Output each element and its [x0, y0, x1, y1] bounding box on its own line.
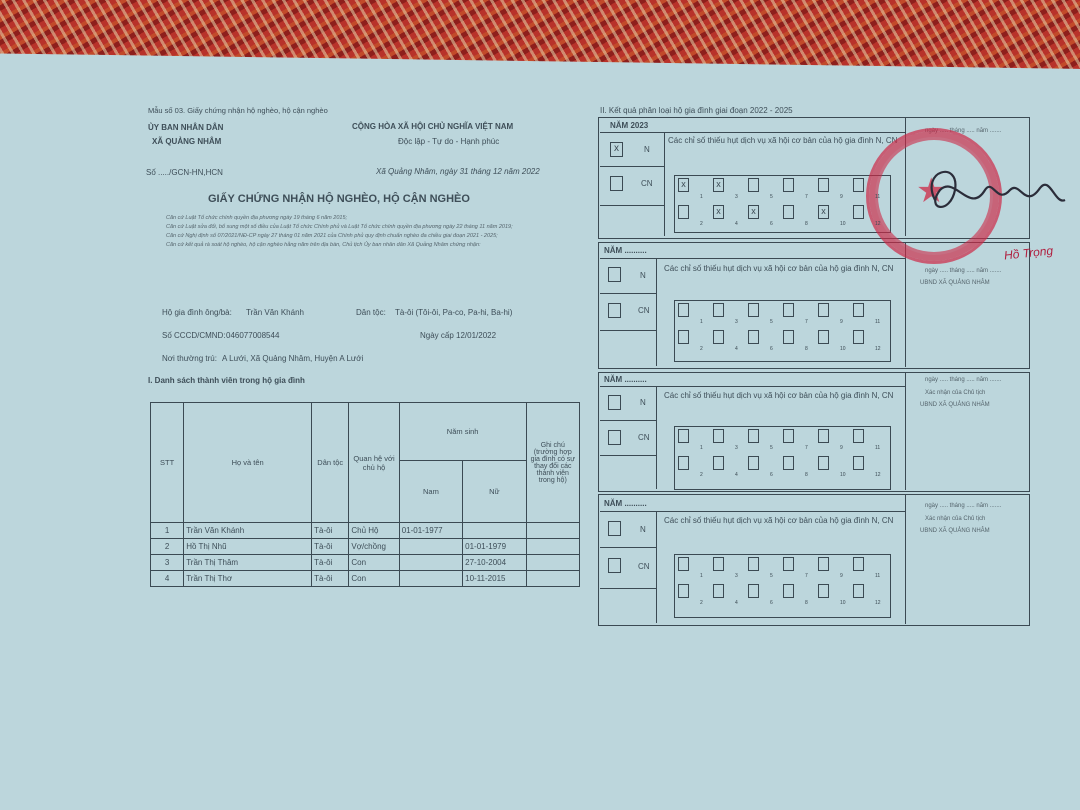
- criteria-text: Các chỉ số thiếu hụt dịch vụ xã hội cơ bản của hộ gia đình N, CN: [664, 264, 894, 273]
- criterion-number: 3: [735, 319, 738, 325]
- criterion-number: 8: [805, 600, 808, 606]
- criteria-text: Các chỉ số thiếu hụt dịch vụ xã hội cơ bản của hộ gia đình N, CN: [668, 136, 898, 145]
- col-ethnicity: Dân tộc: [312, 403, 349, 523]
- criterion-checkbox[interactable]: [678, 205, 689, 219]
- criterion-number: 9: [840, 573, 843, 579]
- criterion-number: 8: [805, 346, 808, 352]
- criterion-number: 1: [700, 319, 703, 325]
- cell-relation: Con: [349, 555, 399, 571]
- criterion-number: 5: [770, 194, 773, 200]
- residence-value: A Lưới, Xã Quảng Nhâm, Huyện A Lưới: [222, 354, 364, 363]
- label-n: N: [640, 271, 646, 280]
- confirm-title: Xác nhận của Chủ tịch: [925, 516, 986, 522]
- year-label: NĂM ..........: [604, 246, 647, 255]
- cell-male: [399, 571, 462, 587]
- cell-female: 01-01-1979: [463, 539, 526, 555]
- criterion-number: 4: [735, 600, 738, 606]
- criterion-number: 1: [700, 573, 703, 579]
- criterion-number: 9: [840, 319, 843, 325]
- certificate-title: GIẤY CHỨNG NHẬN HỘ NGHÈO, HỘ CẬN NGHÈO: [208, 193, 470, 205]
- criterion-number: 12: [875, 600, 881, 606]
- criterion-number: 11: [875, 445, 881, 451]
- table-row: [151, 539, 580, 555]
- criterion-checkbox[interactable]: [783, 557, 794, 571]
- section-classification-heading: II. Kết quả phân loại hộ gia đình giai đoạn 2022 - 2025: [600, 106, 793, 115]
- criterion-number: 9: [840, 194, 843, 200]
- label-n: N: [640, 398, 646, 407]
- signer-name: Hồ Trọng: [1003, 243, 1054, 263]
- criterion-number: 8: [805, 472, 808, 478]
- criterion-number: 8: [805, 221, 808, 227]
- household-name: Trần Văn Khánh: [246, 308, 304, 317]
- criterion-number: 4: [735, 346, 738, 352]
- criterion-checkbox[interactable]: [818, 557, 829, 571]
- country-name: CỘNG HÒA XÃ HỘI CHỦ NGHĨA VIỆT NAM: [352, 122, 514, 131]
- criterion-checkbox[interactable]: [783, 303, 794, 317]
- criterion-checkbox[interactable]: x: [678, 178, 689, 192]
- col-birth-year: Năm sinh: [399, 403, 526, 461]
- confirm-commune: UBND XÃ QUẢNG NHÂM: [920, 402, 990, 408]
- cell-name: Trần Văn Khánh: [184, 523, 312, 539]
- criterion-checkbox[interactable]: [853, 557, 864, 571]
- household-label: Hộ gia đình ông/bà:: [162, 308, 232, 317]
- cell-stt: 1: [151, 523, 184, 539]
- criterion-checkbox[interactable]: [818, 456, 829, 470]
- criterion-checkbox[interactable]: [713, 429, 724, 443]
- label-cn: CN: [638, 306, 650, 315]
- cell-stt: 3: [151, 555, 184, 571]
- basis-line: Căn cứ Luật sửa đổi, bổ sung một số điều của Luật Tổ chức Chính phủ và Luật Tổ chức chính quyền địa phương ngày 22 tháng 11 năm 2019;: [166, 224, 513, 230]
- confirm-title: UBND XÃ QUẢNG NHÂM: [920, 280, 990, 286]
- criterion-checkbox[interactable]: [678, 456, 689, 470]
- criterion-checkbox[interactable]: [678, 557, 689, 571]
- basis-line: Căn cứ Nghị định số 07/2021/NĐ-CP ngày 27 tháng 01 năm 2021 của Chính phủ quy định chuẩn nghèo đa chiều giai đoạn 2021 - 2025;: [166, 233, 498, 239]
- checkbox-cn-year3[interactable]: [608, 430, 621, 445]
- criterion-number: 4: [735, 221, 738, 227]
- criteria-text: Các chỉ số thiếu hụt dịch vụ xã hội cơ bản của hộ gia đình N, CN: [664, 391, 894, 400]
- criterion-number: 7: [805, 194, 808, 200]
- criterion-number: 7: [805, 573, 808, 579]
- criterion-checkbox[interactable]: [818, 178, 829, 192]
- criterion-number: 11: [875, 319, 881, 325]
- criterion-number: 3: [735, 573, 738, 579]
- criterion-number: 11: [875, 573, 881, 579]
- cell-ethnicity: Tà-ôi: [312, 523, 349, 539]
- criterion-checkbox[interactable]: [783, 205, 794, 219]
- year-label: NĂM 2023: [610, 121, 649, 130]
- criterion-number: 2: [700, 600, 703, 606]
- criterion-number: 3: [735, 445, 738, 451]
- id-label: Số CCCD/CMND:: [162, 331, 226, 340]
- criterion-checkbox[interactable]: [748, 557, 759, 571]
- criterion-number: 12: [875, 346, 881, 352]
- cell-ethnicity: Tà-ôi: [312, 555, 349, 571]
- cell-note: [526, 539, 579, 555]
- criterion-number: 12: [875, 221, 881, 227]
- cell-relation: Chủ Hộ: [349, 523, 399, 539]
- criterion-checkbox[interactable]: x: [818, 205, 829, 219]
- criteria-text: Các chỉ số thiếu hụt dịch vụ xã hội cơ bản của hộ gia đình N, CN: [664, 516, 894, 525]
- criterion-checkbox[interactable]: [713, 303, 724, 317]
- cell-male: [399, 555, 462, 571]
- issue-label: Ngày cấp: [420, 331, 454, 340]
- label-cn: CN: [638, 433, 650, 442]
- criterion-number: 11: [875, 194, 881, 200]
- criterion-number: 12: [875, 472, 881, 478]
- org-name: ỦY BAN NHÂN DÂN: [148, 123, 224, 132]
- criterion-number: 6: [770, 346, 773, 352]
- table-row: [151, 555, 580, 571]
- criterion-checkbox[interactable]: [713, 584, 724, 598]
- cell-note: [526, 555, 579, 571]
- year-label: NĂM ..........: [604, 375, 647, 384]
- criterion-checkbox[interactable]: x: [713, 178, 724, 192]
- criterion-checkbox[interactable]: [853, 330, 864, 344]
- doc-date: Xã Quảng Nhâm, ngày 31 tháng 12 năm 2022: [376, 167, 540, 176]
- checkbox-n-2023[interactable]: x: [610, 142, 623, 157]
- ethnicity-label: Dân tộc:: [356, 308, 386, 317]
- sign-date: ngày ..... tháng ..... năm .......: [925, 503, 1002, 509]
- criterion-number: 6: [770, 600, 773, 606]
- criterion-number: 5: [770, 573, 773, 579]
- criterion-number: 10: [840, 600, 846, 606]
- criterion-checkbox[interactable]: [853, 178, 864, 192]
- doc-number: Số ...../GCN-HN,HCN: [146, 168, 223, 177]
- checkbox-cn-year4[interactable]: [608, 558, 621, 573]
- basis-line: Căn cứ kết quả rà soát hộ nghèo, hộ cận nghèo hằng năm trên địa bàn, Chủ tịch Ủy ban nhân dân Xã Quảng Nhâm chứng nhận:: [166, 242, 481, 248]
- criterion-checkbox[interactable]: [678, 429, 689, 443]
- criterion-checkbox[interactable]: [853, 303, 864, 317]
- cell-female: [463, 523, 526, 539]
- criterion-checkbox[interactable]: [818, 584, 829, 598]
- criterion-checkbox[interactable]: [713, 557, 724, 571]
- criterion-number: 9: [840, 445, 843, 451]
- criterion-checkbox[interactable]: [783, 584, 794, 598]
- id-value: 046077008544: [226, 331, 280, 340]
- member-table: [150, 402, 580, 587]
- criterion-checkbox[interactable]: [818, 303, 829, 317]
- criterion-number: 6: [770, 221, 773, 227]
- criterion-checkbox[interactable]: [713, 456, 724, 470]
- criterion-checkbox[interactable]: [853, 456, 864, 470]
- criterion-checkbox[interactable]: [818, 330, 829, 344]
- residence-label: Nơi thường trú:: [162, 354, 217, 363]
- col-male: Nam: [399, 461, 462, 523]
- criterion-checkbox[interactable]: x: [713, 205, 724, 219]
- criterion-checkbox[interactable]: [748, 456, 759, 470]
- checkbox-cn-year2[interactable]: [608, 303, 621, 318]
- criterion-number: 7: [805, 445, 808, 451]
- criterion-number: 1: [700, 445, 703, 451]
- ethnicity-value: Tà-ôi (Tôi-ôi, Pa-co, Pa-hi, Ba-hi): [395, 308, 513, 317]
- criterion-number: 7: [805, 319, 808, 325]
- cell-male: [399, 539, 462, 555]
- cell-stt: 2: [151, 539, 184, 555]
- criterion-number: 5: [770, 319, 773, 325]
- criterion-number: 10: [840, 472, 846, 478]
- criterion-checkbox[interactable]: [783, 330, 794, 344]
- col-female: Nữ: [463, 461, 526, 523]
- cell-female: 10-11-2015: [463, 571, 526, 587]
- criterion-checkbox[interactable]: [818, 429, 829, 443]
- cell-male: 01-01-1977: [399, 523, 462, 539]
- section-members-heading: I. Danh sách thành viên trong hộ gia đình: [148, 376, 305, 385]
- sign-date: ngày ..... tháng ..... năm .......: [925, 377, 1002, 383]
- motto: Độc lập - Tự do - Hạnh phúc: [398, 137, 500, 146]
- sign-date: ngày ..... tháng ..... năm .......: [925, 128, 1002, 134]
- checkbox-n-year2[interactable]: [608, 267, 621, 282]
- criterion-checkbox[interactable]: [748, 429, 759, 443]
- cell-ethnicity: Tà-ôi: [312, 539, 349, 555]
- table-row: [151, 571, 580, 587]
- cell-ethnicity: Tà-ôi: [312, 571, 349, 587]
- sign-date: ngày ..... tháng ..... năm .......: [925, 268, 1002, 274]
- cell-relation: Vợ/chồng: [349, 539, 399, 555]
- cell-name: Trần Thị Thâm: [184, 555, 312, 571]
- cell-relation: Con: [349, 571, 399, 587]
- criterion-checkbox[interactable]: [678, 303, 689, 317]
- criterion-number: 3: [735, 194, 738, 200]
- cell-note: [526, 571, 579, 587]
- col-relation: Quan hệ với chủ hộ: [349, 403, 399, 523]
- confirm-commune: UBND XÃ QUẢNG NHÂM: [920, 528, 990, 534]
- checkbox-n-year3[interactable]: [608, 395, 621, 410]
- criterion-checkbox[interactable]: [748, 178, 759, 192]
- criterion-number: 6: [770, 472, 773, 478]
- checkbox-cn-2023[interactable]: [610, 176, 623, 191]
- cell-note: [526, 523, 579, 539]
- criterion-checkbox[interactable]: [783, 456, 794, 470]
- col-note: Ghi chú (trường hợp gia đình có sự thay đổi các thành viên trong hộ): [526, 403, 579, 523]
- criterion-checkbox[interactable]: [853, 584, 864, 598]
- issue-value: 12/01/2022: [456, 331, 497, 340]
- checkbox-n-year4[interactable]: [608, 521, 621, 536]
- criterion-checkbox[interactable]: [748, 303, 759, 317]
- criterion-checkbox[interactable]: [678, 584, 689, 598]
- criterion-number: 2: [700, 472, 703, 478]
- criterion-number: 10: [840, 221, 846, 227]
- label-n: N: [644, 145, 650, 154]
- criterion-checkbox[interactable]: [748, 330, 759, 344]
- criterion-number: 5: [770, 445, 773, 451]
- cell-stt: 4: [151, 571, 184, 587]
- form-label: Mẫu số 03. Giấy chứng nhận hộ nghèo, hộ cận nghèo: [148, 106, 328, 115]
- cell-name: Hồ Thị Nhũ: [184, 539, 312, 555]
- label-n: N: [640, 525, 646, 534]
- criterion-checkbox[interactable]: [783, 178, 794, 192]
- year-label: NĂM ..........: [604, 499, 647, 508]
- criterion-checkbox[interactable]: [853, 205, 864, 219]
- basis-line: Căn cứ Luật Tổ chức chính quyền địa phương ngày 19 tháng 6 năm 2015;: [166, 215, 348, 221]
- col-name: Họ và tên: [184, 403, 312, 523]
- label-cn: CN: [638, 562, 650, 571]
- criterion-checkbox[interactable]: [783, 429, 794, 443]
- criterion-checkbox[interactable]: x: [748, 205, 759, 219]
- label-cn: CN: [641, 179, 653, 188]
- criterion-checkbox[interactable]: [853, 429, 864, 443]
- criterion-number: 4: [735, 472, 738, 478]
- criterion-checkbox[interactable]: [713, 330, 724, 344]
- criterion-number: 2: [700, 346, 703, 352]
- seal-star-icon: ★: [916, 172, 947, 210]
- cell-name: Trần Thị Thơ: [184, 571, 312, 587]
- col-stt: STT: [151, 403, 184, 523]
- commune-name: XÃ QUẢNG NHÂM: [152, 137, 222, 146]
- criterion-number: 1: [700, 194, 703, 200]
- legal-basis: [150, 214, 570, 250]
- criterion-checkbox[interactable]: [678, 330, 689, 344]
- criterion-checkbox[interactable]: [748, 584, 759, 598]
- cell-female: 27-10-2004: [463, 555, 526, 571]
- table-row: [151, 523, 580, 539]
- criterion-number: 10: [840, 346, 846, 352]
- handwritten-signature: [915, 160, 1080, 230]
- confirm-title: Xác nhận của Chủ tịch: [925, 390, 986, 396]
- criterion-number: 2: [700, 221, 703, 227]
